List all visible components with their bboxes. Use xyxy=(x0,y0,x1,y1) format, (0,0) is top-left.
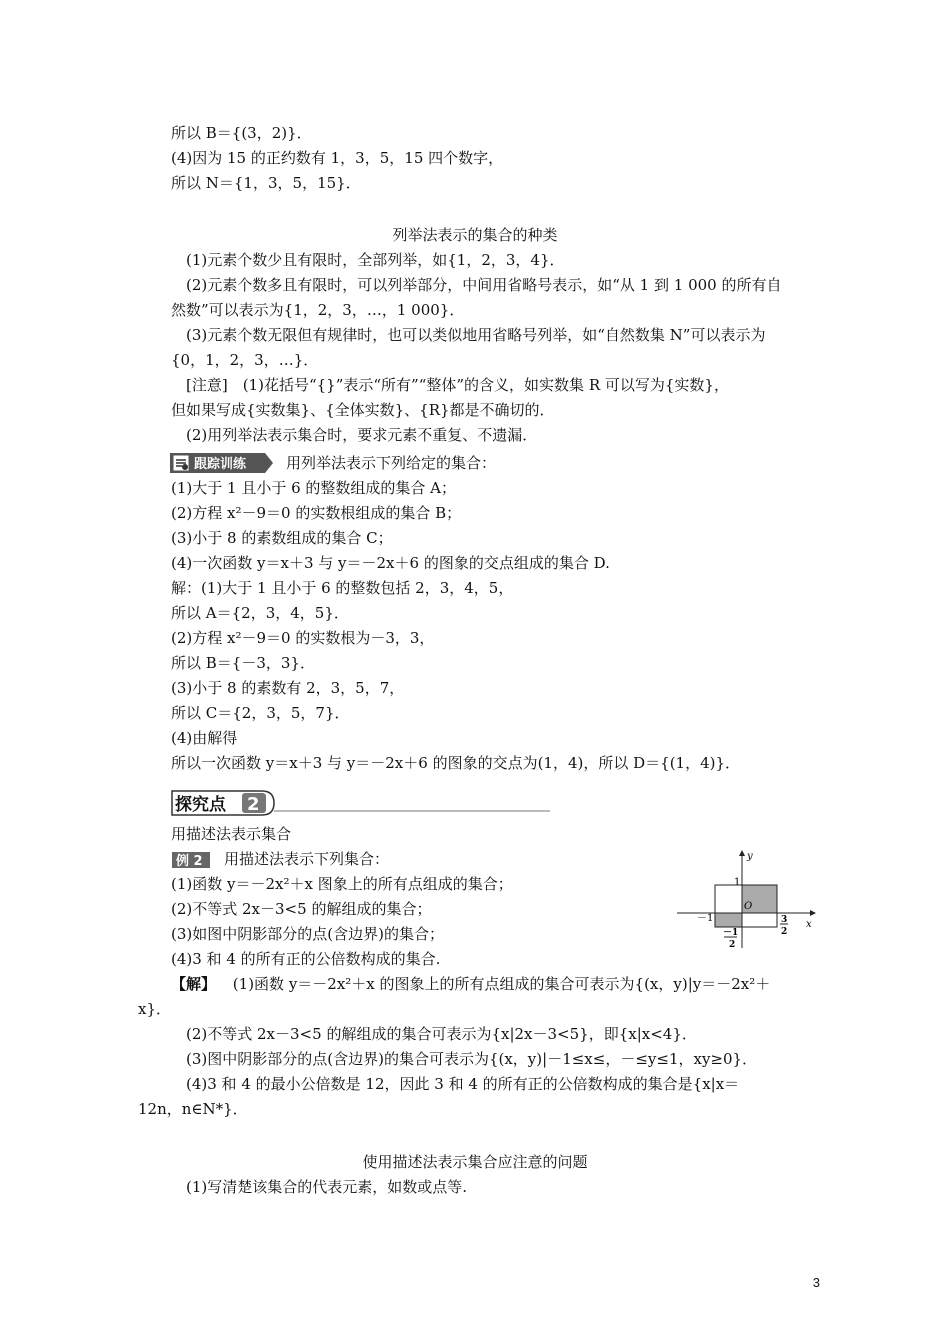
text-line: {0，1，2，3，…}． xyxy=(171,351,319,369)
text-line: (2)方程 x²－9＝0 的实数根组成的集合 B； xyxy=(171,504,462,522)
text-line: 所以一次函数 y＝x＋3 与 y＝－2x＋6 的图象的交点为(1，4)，所以 D＝{(1，4)}． xyxy=(171,754,741,772)
x-axis-label: x xyxy=(806,919,812,930)
text-line: (1)函数 y＝－2x²＋x 图象上的所有点组成的集合； xyxy=(171,875,513,893)
training-prompt: 用列举法表示下列给定的集合： xyxy=(286,454,497,472)
tick-neg-half-num: －1 xyxy=(723,928,739,938)
text-line: (3)元素个数无限但有规律时，也可以类似地用省略号列举，如“自然数集 N”可以表示为 xyxy=(186,326,766,344)
text-line: 所以 A＝{2，3，4，5}． xyxy=(171,604,349,622)
example-badge xyxy=(172,851,212,869)
text-line: (3)小于 8 的素数有 2，3，5，7， xyxy=(171,679,405,697)
training-badge-label: 跟踪训练 xyxy=(194,457,247,472)
tick-neg-one: －1 xyxy=(697,913,714,924)
text-line: (3)小于 8 的素数组成的集合 C； xyxy=(171,529,393,547)
text-line: (2)方程 x²－9＝0 的实数根为－3，3， xyxy=(171,629,435,647)
text-line: [注意] (1)花括号“{}”表示“所有”“整体”的含义，如实数集 R 可以写为{实数}， xyxy=(186,376,729,394)
text-line: (4)一次函数 y＝x＋3 与 y＝－2x＋6 的图象的交点组成的集合 D. xyxy=(171,554,610,572)
section-title: 列举法表示的集合的种类 xyxy=(392,226,558,244)
text-line: (4)因为 15 的正约数有 1，3，5，15 四个数字， xyxy=(171,149,504,167)
text-line: 12n，n∈N*}． xyxy=(138,1100,248,1118)
text-line: 所以 B＝{(3，2)}． xyxy=(171,124,312,142)
tick-neg-half-den: 2 xyxy=(729,940,736,950)
text-line: 然数”可以表示为{1，2，3，…，1 000}． xyxy=(171,301,465,319)
section-title: 使用描述法表示集合应注意的问题 xyxy=(362,1153,588,1171)
explore-subtitle: 用描述法表示集合 xyxy=(171,825,292,843)
tick-one: 1 xyxy=(734,877,741,888)
text-line: x}． xyxy=(138,1000,172,1018)
answer-label: 【解】 xyxy=(171,975,217,993)
text-line: 所以 C＝{2，3，5，7}． xyxy=(171,704,350,722)
text-line: 但如果写成{实数集}、{全体实数}、{R}都是不确切的． xyxy=(171,401,555,419)
text-line: (2)不等式 2x－3<5 的解组成的集合； xyxy=(171,900,432,918)
example-prompt: 用描述法表示下列集合： xyxy=(224,850,390,868)
text-line: (4)由解得 xyxy=(171,729,238,747)
text-line: (4)3 和 4 的最小公倍数是 12，因此 3 和 4 的所有正的公倍数构成的集合是{x|x＝ xyxy=(186,1075,740,1093)
text-line: 所以 N＝{1，3，5，15}． xyxy=(171,174,361,192)
text-line: 所以 B＝{－3，3}． xyxy=(171,654,315,672)
y-axis-label: y xyxy=(747,851,753,862)
text-line: (3)图中阴影部分的点(含边界)的集合可表示为{(x，y)|－1≤x≤，－≤y≤1，xy≥0}． xyxy=(186,1050,758,1068)
shaded-region-graph xyxy=(675,848,820,953)
text-line: (1)大于 1 且小于 6 的整数组成的集合 A； xyxy=(171,479,457,497)
text-line: (1)函数 y＝－2x²＋x 的图象上的所有点组成的集合可表示为{(x，y)|y＝－2x²＋ xyxy=(232,975,771,993)
text-line: (1)写清楚该集合的代表元素，如数或点等. xyxy=(186,1178,468,1196)
training-badge xyxy=(170,452,273,474)
text-line: (2)元素个数多且有限时，可以列举部分，中间用省略号表示，如“从 1 到 1 000 的所有自 xyxy=(186,276,782,294)
tick-three-half-num: 3 xyxy=(781,915,788,925)
text-line: (2)用列举法表示集合时，要求元素不重复、不遗漏． xyxy=(186,426,538,444)
origin-label: O xyxy=(744,901,753,912)
page-number: 3 xyxy=(812,1275,820,1290)
text-line: (2)不等式 2x－3<5 的解组成的集合可表示为{x|2x－3<5}，即{x|x<4}． xyxy=(186,1025,697,1043)
example-badge-label: 例 2 xyxy=(176,854,203,869)
explore-badge-number: 2 xyxy=(247,794,260,815)
explore-badge-label: 探究点 xyxy=(175,795,226,815)
tick-three-half-den: 2 xyxy=(781,927,788,937)
explore-badge xyxy=(170,789,550,817)
text-line: (3)如图中阴影部分的点(含边界)的集合； xyxy=(171,925,444,943)
text-line: (4)3 和 4 的所有正的公倍数构成的集合. xyxy=(171,950,441,968)
text-line: 解：(1)大于 1 且小于 6 的整数包括 2，3，4，5， xyxy=(171,579,514,597)
text-line: (1)元素个数少且有限时，全部列举，如{1，2，3，4}． xyxy=(186,251,565,269)
